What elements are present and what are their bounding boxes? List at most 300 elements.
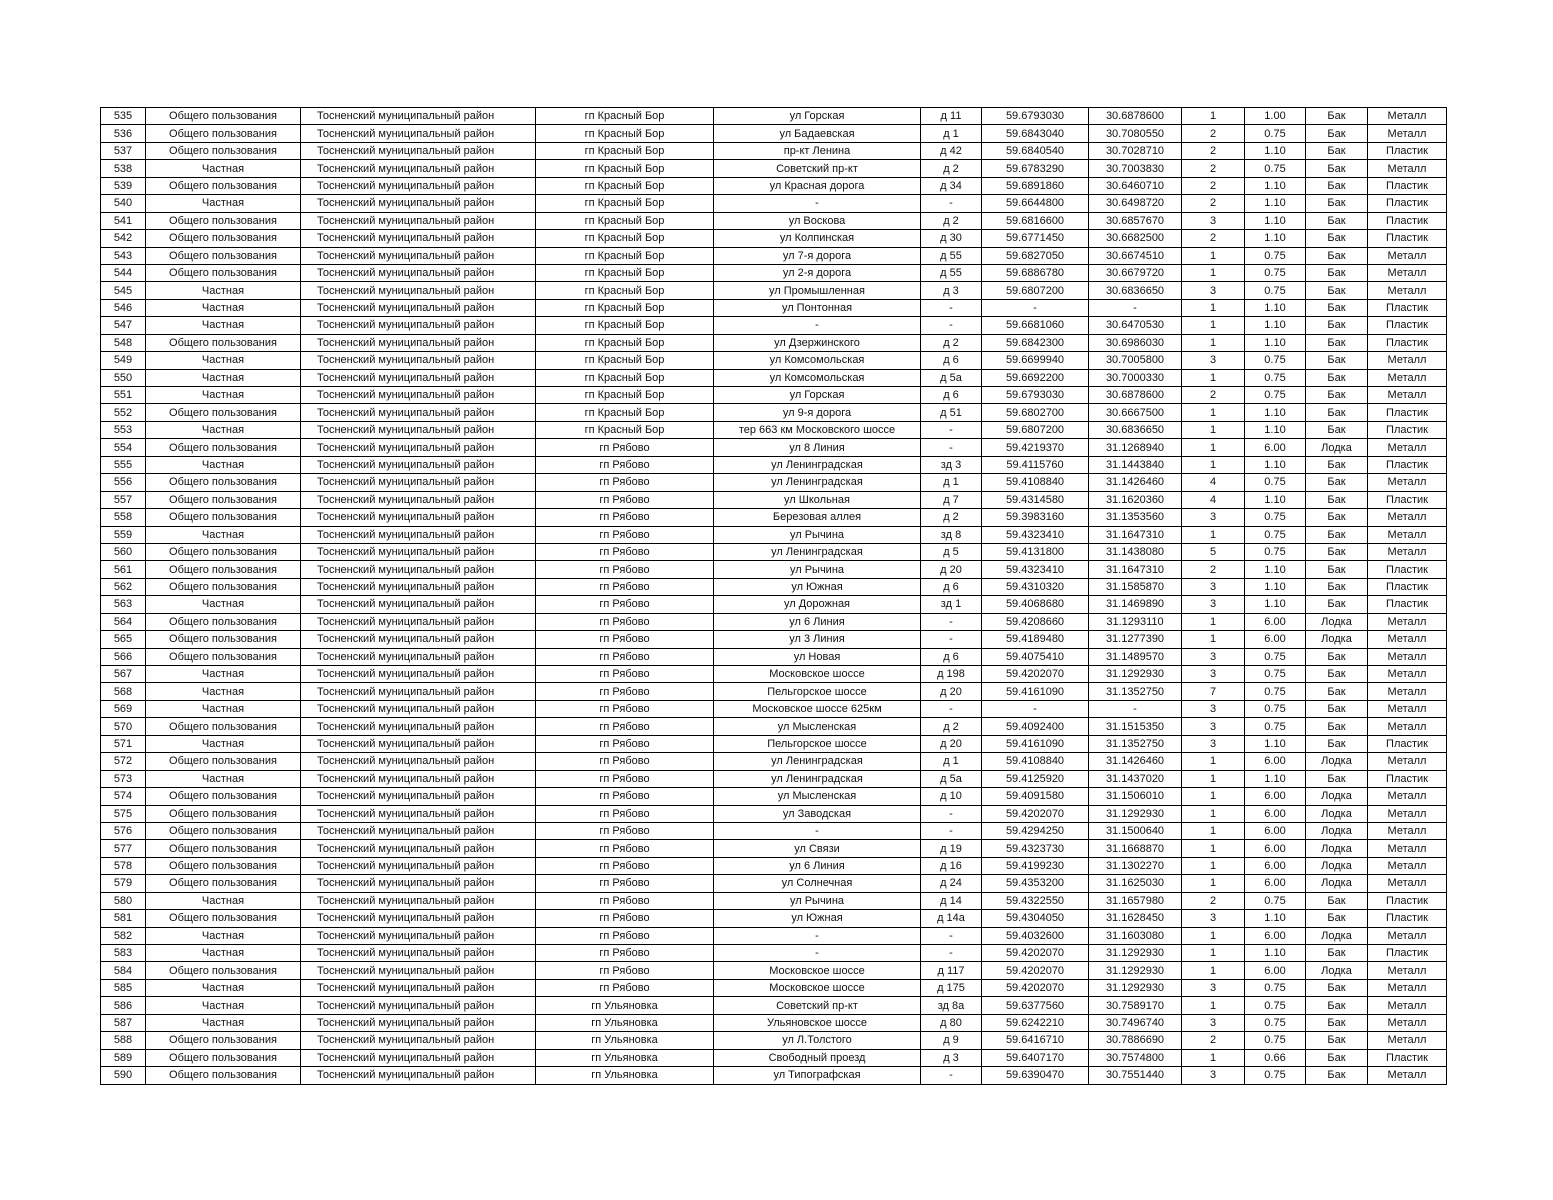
container-type-cell: Бак	[1306, 979, 1368, 996]
material-cell: Пластик	[1368, 404, 1447, 421]
container-count-cell: 2	[1182, 160, 1245, 177]
house-cell: д 42	[921, 142, 982, 159]
settlement-cell: гп Рябово	[536, 840, 714, 857]
house-cell: -	[921, 805, 982, 822]
volume-cell: 6.00	[1245, 822, 1306, 839]
house-cell: д 34	[921, 177, 982, 194]
container-type-cell: Бак	[1306, 247, 1368, 264]
settlement-cell: гп Рябово	[536, 456, 714, 473]
material-cell: Пластик	[1368, 491, 1447, 508]
container-count-cell: 3	[1182, 700, 1245, 717]
material-cell: Металл	[1368, 788, 1447, 805]
latitude-cell: 59.4202070	[982, 666, 1089, 683]
container-count-cell: 1	[1182, 299, 1245, 316]
district-cell: Тосненский муниципальный район	[301, 666, 536, 683]
longitude-cell: 31.1268940	[1089, 439, 1182, 456]
container-count-cell: 1	[1182, 404, 1245, 421]
container-type-cell: Бак	[1306, 1014, 1368, 1031]
container-count-cell: 2	[1182, 142, 1245, 159]
row-number-cell: 579	[101, 875, 146, 892]
table-row	[101, 1067, 1447, 1084]
longitude-cell: 31.1277390	[1089, 631, 1182, 648]
container-count-cell: 1	[1182, 456, 1245, 473]
house-cell: -	[921, 613, 982, 630]
container-count-cell: 3	[1182, 352, 1245, 369]
volume-cell: 0.75	[1245, 666, 1306, 683]
latitude-cell: 59.4108840	[982, 753, 1089, 770]
container-type-cell: Лодка	[1306, 962, 1368, 979]
ownership-cell: Частная	[146, 979, 301, 996]
house-cell: д 2	[921, 718, 982, 735]
material-cell: Пластик	[1368, 142, 1447, 159]
container-type-cell: Бак	[1306, 212, 1368, 229]
table-row	[101, 753, 1447, 770]
volume-cell: 0.75	[1245, 387, 1306, 404]
house-cell: д 7	[921, 491, 982, 508]
settlement-cell: гп Ульяновка	[536, 1049, 714, 1066]
ownership-cell: Частная	[146, 1014, 301, 1031]
volume-cell: 0.75	[1245, 160, 1306, 177]
material-cell: Металл	[1368, 439, 1447, 456]
district-cell: Тосненский муниципальный район	[301, 770, 536, 787]
ownership-cell: Общего пользования	[146, 543, 301, 560]
container-count-cell: 1	[1182, 369, 1245, 386]
house-cell: д 1	[921, 125, 982, 142]
house-cell: -	[921, 822, 982, 839]
row-number-cell: 571	[101, 735, 146, 752]
container-count-cell: 1	[1182, 822, 1245, 839]
material-cell: Металл	[1368, 822, 1447, 839]
table-row	[101, 264, 1447, 281]
district-cell: Тосненский муниципальный район	[301, 195, 536, 212]
district-cell: Тосненский муниципальный район	[301, 631, 536, 648]
district-cell: Тосненский муниципальный район	[301, 997, 536, 1014]
street-cell: ул Понтонная	[714, 299, 921, 316]
container-type-cell: Лодка	[1306, 857, 1368, 874]
house-cell: д 117	[921, 962, 982, 979]
house-cell: д 51	[921, 404, 982, 421]
container-type-cell: Бак	[1306, 543, 1368, 560]
ownership-cell: Частная	[146, 456, 301, 473]
street-cell: пр-кт Ленина	[714, 142, 921, 159]
table-row	[101, 631, 1447, 648]
volume-cell: 6.00	[1245, 788, 1306, 805]
house-cell: зд 1	[921, 596, 982, 613]
house-cell: д 14	[921, 892, 982, 909]
volume-cell: 1.10	[1245, 735, 1306, 752]
material-cell: Пластик	[1368, 212, 1447, 229]
street-cell: Березовая аллея	[714, 509, 921, 526]
street-cell: ул Л.Толстого	[714, 1032, 921, 1049]
material-cell: Пластик	[1368, 945, 1447, 962]
ownership-cell: Общего пользования	[146, 875, 301, 892]
longitude-cell: 31.1292930	[1089, 979, 1182, 996]
material-cell: Пластик	[1368, 195, 1447, 212]
house-cell: д 5	[921, 543, 982, 560]
district-cell: Тосненский муниципальный район	[301, 596, 536, 613]
ownership-cell: Частная	[146, 387, 301, 404]
volume-cell: 6.00	[1245, 857, 1306, 874]
longitude-cell: 30.7574800	[1089, 1049, 1182, 1066]
material-cell: Металл	[1368, 840, 1447, 857]
container-type-cell: Бак	[1306, 945, 1368, 962]
container-type-cell: Бак	[1306, 230, 1368, 247]
settlement-cell: гп Рябово	[536, 700, 714, 717]
settlement-cell: гп Рябово	[536, 875, 714, 892]
table-row	[101, 282, 1447, 299]
container-count-cell: 3	[1182, 648, 1245, 665]
container-type-cell: Лодка	[1306, 927, 1368, 944]
settlement-cell: гп Ульяновка	[536, 1067, 714, 1084]
street-cell: ул Южная	[714, 910, 921, 927]
street-cell: ул 8 Линия	[714, 439, 921, 456]
house-cell: -	[921, 927, 982, 944]
row-number-cell: 590	[101, 1067, 146, 1084]
latitude-cell: 59.4161090	[982, 735, 1089, 752]
street-cell: ул Колпинская	[714, 230, 921, 247]
latitude-cell: 59.4310320	[982, 578, 1089, 595]
house-cell: д 2	[921, 509, 982, 526]
street-cell: ул Ленинградская	[714, 753, 921, 770]
settlement-cell: гп Рябово	[536, 474, 714, 491]
material-cell: Металл	[1368, 631, 1447, 648]
ownership-cell: Общего пользования	[146, 631, 301, 648]
latitude-cell: 59.6377560	[982, 997, 1089, 1014]
row-number-cell: 536	[101, 125, 146, 142]
house-cell: д 6	[921, 648, 982, 665]
house-cell: д 2	[921, 160, 982, 177]
container-type-cell: Лодка	[1306, 840, 1368, 857]
house-cell: д 11	[921, 108, 982, 125]
ownership-cell: Общего пользования	[146, 404, 301, 421]
street-cell: ул Новая	[714, 648, 921, 665]
container-type-cell: Бак	[1306, 509, 1368, 526]
container-count-cell: 3	[1182, 1067, 1245, 1084]
district-cell: Тосненский муниципальный район	[301, 962, 536, 979]
street-cell: -	[714, 195, 921, 212]
latitude-cell: 59.6891860	[982, 177, 1089, 194]
settlement-cell: гп Рябово	[536, 822, 714, 839]
district-cell: Тосненский муниципальный район	[301, 840, 536, 857]
container-count-cell: 1	[1182, 108, 1245, 125]
longitude-cell: -	[1089, 299, 1182, 316]
container-type-cell: Лодка	[1306, 631, 1368, 648]
district-cell: Тосненский муниципальный район	[301, 1014, 536, 1031]
ownership-cell: Общего пользования	[146, 718, 301, 735]
longitude-cell: 30.6878600	[1089, 108, 1182, 125]
row-number-cell: 553	[101, 421, 146, 438]
longitude-cell: 31.1292930	[1089, 666, 1182, 683]
row-number-cell: 583	[101, 945, 146, 962]
latitude-cell: 59.4125920	[982, 770, 1089, 787]
material-cell: Пластик	[1368, 1049, 1447, 1066]
settlement-cell: гп Рябово	[536, 910, 714, 927]
house-cell: д 80	[921, 1014, 982, 1031]
container-type-cell: Бак	[1306, 299, 1368, 316]
table-row	[101, 526, 1447, 543]
table-row	[101, 613, 1447, 630]
street-cell: ул Типографская	[714, 1067, 921, 1084]
street-cell: тер 663 км Московского шоссе	[714, 421, 921, 438]
volume-cell: 1.10	[1245, 317, 1306, 334]
ownership-cell: Общего пользования	[146, 822, 301, 839]
settlement-cell: гп Красный Бор	[536, 369, 714, 386]
house-cell: д 24	[921, 875, 982, 892]
row-number-cell: 574	[101, 788, 146, 805]
volume-cell: 1.10	[1245, 230, 1306, 247]
district-cell: Тосненский муниципальный район	[301, 648, 536, 665]
table-row	[101, 247, 1447, 264]
latitude-cell: 59.6771450	[982, 230, 1089, 247]
ownership-cell: Общего пользования	[146, 125, 301, 142]
row-number-cell: 569	[101, 700, 146, 717]
volume-cell: 1.10	[1245, 404, 1306, 421]
row-number-cell: 578	[101, 857, 146, 874]
district-cell: Тосненский муниципальный район	[301, 474, 536, 491]
row-number-cell: 570	[101, 718, 146, 735]
district-cell: Тосненский муниципальный район	[301, 317, 536, 334]
ownership-cell: Общего пользования	[146, 264, 301, 281]
latitude-cell: 59.4161090	[982, 683, 1089, 700]
district-cell: Тосненский муниципальный район	[301, 299, 536, 316]
container-type-cell: Бак	[1306, 108, 1368, 125]
table-row	[101, 474, 1447, 491]
street-cell: ул 6 Линия	[714, 613, 921, 630]
row-number-cell: 572	[101, 753, 146, 770]
volume-cell: 0.75	[1245, 247, 1306, 264]
ownership-cell: Частная	[146, 892, 301, 909]
material-cell: Металл	[1368, 666, 1447, 683]
volume-cell: 6.00	[1245, 840, 1306, 857]
latitude-cell: 59.6681060	[982, 317, 1089, 334]
table-row	[101, 596, 1447, 613]
material-cell: Металл	[1368, 1032, 1447, 1049]
latitude-cell: 59.4353200	[982, 875, 1089, 892]
district-cell: Тосненский муниципальный район	[301, 230, 536, 247]
table-row	[101, 195, 1447, 212]
container-type-cell: Бак	[1306, 474, 1368, 491]
row-number-cell: 552	[101, 404, 146, 421]
longitude-cell: 31.1500640	[1089, 822, 1182, 839]
street-cell: Московское шоссе	[714, 962, 921, 979]
street-cell: Пельгорское шоссе	[714, 683, 921, 700]
row-number-cell: 560	[101, 543, 146, 560]
container-type-cell: Бак	[1306, 718, 1368, 735]
district-cell: Тосненский муниципальный район	[301, 247, 536, 264]
volume-cell: 1.10	[1245, 212, 1306, 229]
volume-cell: 0.75	[1245, 352, 1306, 369]
district-cell: Тосненский муниципальный район	[301, 805, 536, 822]
latitude-cell: 59.4092400	[982, 718, 1089, 735]
ownership-cell: Частная	[146, 160, 301, 177]
container-count-cell: 3	[1182, 596, 1245, 613]
longitude-cell: 30.6674510	[1089, 247, 1182, 264]
volume-cell: 1.10	[1245, 299, 1306, 316]
container-type-cell: Бак	[1306, 561, 1368, 578]
ownership-cell: Общего пользования	[146, 840, 301, 857]
row-number-cell: 575	[101, 805, 146, 822]
latitude-cell: 59.4322550	[982, 892, 1089, 909]
ownership-cell: Частная	[146, 945, 301, 962]
district-cell: Тосненский муниципальный район	[301, 718, 536, 735]
material-cell: Металл	[1368, 526, 1447, 543]
container-count-cell: 2	[1182, 1032, 1245, 1049]
container-type-cell: Бак	[1306, 282, 1368, 299]
latitude-cell: 59.6840540	[982, 142, 1089, 159]
volume-cell: 0.75	[1245, 264, 1306, 281]
longitude-cell: 31.1647310	[1089, 561, 1182, 578]
container-count-cell: 1	[1182, 962, 1245, 979]
volume-cell: 1.10	[1245, 334, 1306, 351]
district-cell: Тосненский муниципальный район	[301, 369, 536, 386]
settlement-cell: гп Красный Бор	[536, 142, 714, 159]
ownership-cell: Общего пользования	[146, 1049, 301, 1066]
street-cell: ул Ленинградская	[714, 474, 921, 491]
house-cell: д 19	[921, 840, 982, 857]
house-cell: д 20	[921, 735, 982, 752]
table-body	[101, 108, 1447, 1085]
latitude-cell: 59.6390470	[982, 1067, 1089, 1084]
ownership-cell: Общего пользования	[146, 247, 301, 264]
container-count-cell: 2	[1182, 892, 1245, 909]
latitude-cell: 59.4108840	[982, 474, 1089, 491]
settlement-cell: гп Красный Бор	[536, 230, 714, 247]
row-number-cell: 588	[101, 1032, 146, 1049]
material-cell: Пластик	[1368, 421, 1447, 438]
street-cell: Пельгорское шоссе	[714, 735, 921, 752]
settlement-cell: гп Рябово	[536, 857, 714, 874]
district-cell: Тосненский муниципальный район	[301, 264, 536, 281]
ownership-cell: Общего пользования	[146, 788, 301, 805]
container-count-cell: 5	[1182, 543, 1245, 560]
material-cell: Металл	[1368, 805, 1447, 822]
container-type-cell: Бак	[1306, 264, 1368, 281]
material-cell: Металл	[1368, 857, 1447, 874]
settlement-cell: гп Рябово	[536, 561, 714, 578]
longitude-cell: 31.1585870	[1089, 578, 1182, 595]
row-number-cell: 539	[101, 177, 146, 194]
street-cell: -	[714, 927, 921, 944]
latitude-cell: 59.4323730	[982, 840, 1089, 857]
settlement-cell: гп Красный Бор	[536, 317, 714, 334]
table-row	[101, 683, 1447, 700]
ownership-cell: Частная	[146, 735, 301, 752]
ownership-cell: Общего пользования	[146, 1067, 301, 1084]
ownership-cell: Общего пользования	[146, 561, 301, 578]
district-cell: Тосненский муниципальный район	[301, 927, 536, 944]
street-cell: ул 2-я дорога	[714, 264, 921, 281]
volume-cell: 0.75	[1245, 474, 1306, 491]
settlement-cell: гп Рябово	[536, 683, 714, 700]
container-count-cell: 1	[1182, 770, 1245, 787]
settlement-cell: гп Рябово	[536, 735, 714, 752]
table-row	[101, 334, 1447, 351]
material-cell: Пластик	[1368, 892, 1447, 909]
volume-cell: 1.10	[1245, 195, 1306, 212]
district-cell: Тосненский муниципальный район	[301, 404, 536, 421]
latitude-cell: 59.4323410	[982, 526, 1089, 543]
container-type-cell: Бак	[1306, 1067, 1368, 1084]
table-row	[101, 648, 1447, 665]
latitude-cell: 59.6802700	[982, 404, 1089, 421]
container-type-cell: Бак	[1306, 142, 1368, 159]
ownership-cell: Общего пользования	[146, 857, 301, 874]
container-type-cell: Бак	[1306, 387, 1368, 404]
street-cell: ул Рычина	[714, 526, 921, 543]
material-cell: Металл	[1368, 160, 1447, 177]
row-number-cell: 548	[101, 334, 146, 351]
latitude-cell: 59.6699940	[982, 352, 1089, 369]
ownership-cell: Общего пользования	[146, 212, 301, 229]
table-row	[101, 962, 1447, 979]
street-cell: ул Южная	[714, 578, 921, 595]
container-type-cell: Бак	[1306, 195, 1368, 212]
house-cell: д 10	[921, 788, 982, 805]
ownership-cell: Частная	[146, 596, 301, 613]
latitude-cell: 59.6416710	[982, 1032, 1089, 1049]
longitude-cell: 30.7080550	[1089, 125, 1182, 142]
volume-cell: 1.00	[1245, 108, 1306, 125]
street-cell: ул Ленинградская	[714, 543, 921, 560]
material-cell: Пластик	[1368, 456, 1447, 473]
container-type-cell: Бак	[1306, 369, 1368, 386]
longitude-cell: 31.1438080	[1089, 543, 1182, 560]
district-cell: Тосненский муниципальный район	[301, 613, 536, 630]
material-cell: Пластик	[1368, 299, 1447, 316]
latitude-cell: 59.6793030	[982, 108, 1089, 125]
volume-cell: 0.75	[1245, 718, 1306, 735]
container-type-cell: Лодка	[1306, 875, 1368, 892]
row-number-cell: 586	[101, 997, 146, 1014]
material-cell: Металл	[1368, 282, 1447, 299]
house-cell: д 3	[921, 282, 982, 299]
volume-cell: 0.75	[1245, 526, 1306, 543]
table-row	[101, 805, 1447, 822]
district-cell: Тосненский муниципальный район	[301, 700, 536, 717]
district-cell: Тосненский муниципальный район	[301, 892, 536, 909]
street-cell: ул Воскова	[714, 212, 921, 229]
container-type-cell: Бак	[1306, 456, 1368, 473]
house-cell: д 3	[921, 1049, 982, 1066]
container-count-cell: 2	[1182, 125, 1245, 142]
container-count-cell: 2	[1182, 195, 1245, 212]
container-type-cell: Бак	[1306, 404, 1368, 421]
district-cell: Тосненский муниципальный район	[301, 1067, 536, 1084]
material-cell: Металл	[1368, 108, 1447, 125]
settlement-cell: гп Рябово	[536, 979, 714, 996]
table-row	[101, 352, 1447, 369]
ownership-cell: Общего пользования	[146, 753, 301, 770]
latitude-cell: 59.4202070	[982, 805, 1089, 822]
table-row	[101, 543, 1447, 560]
volume-cell: 6.00	[1245, 875, 1306, 892]
table-row	[101, 979, 1447, 996]
street-cell: -	[714, 945, 921, 962]
district-cell: Тосненский муниципальный район	[301, 822, 536, 839]
table-row	[101, 788, 1447, 805]
house-cell: д 2	[921, 212, 982, 229]
latitude-cell: 59.6827050	[982, 247, 1089, 264]
settlement-cell: гп Красный Бор	[536, 212, 714, 229]
table-row	[101, 177, 1447, 194]
table-row	[101, 927, 1447, 944]
volume-cell: 0.75	[1245, 1014, 1306, 1031]
longitude-cell: 31.1625030	[1089, 875, 1182, 892]
longitude-cell: 31.1668870	[1089, 840, 1182, 857]
container-count-cell: 1	[1182, 753, 1245, 770]
row-number-cell: 558	[101, 509, 146, 526]
longitude-cell: 31.1426460	[1089, 474, 1182, 491]
